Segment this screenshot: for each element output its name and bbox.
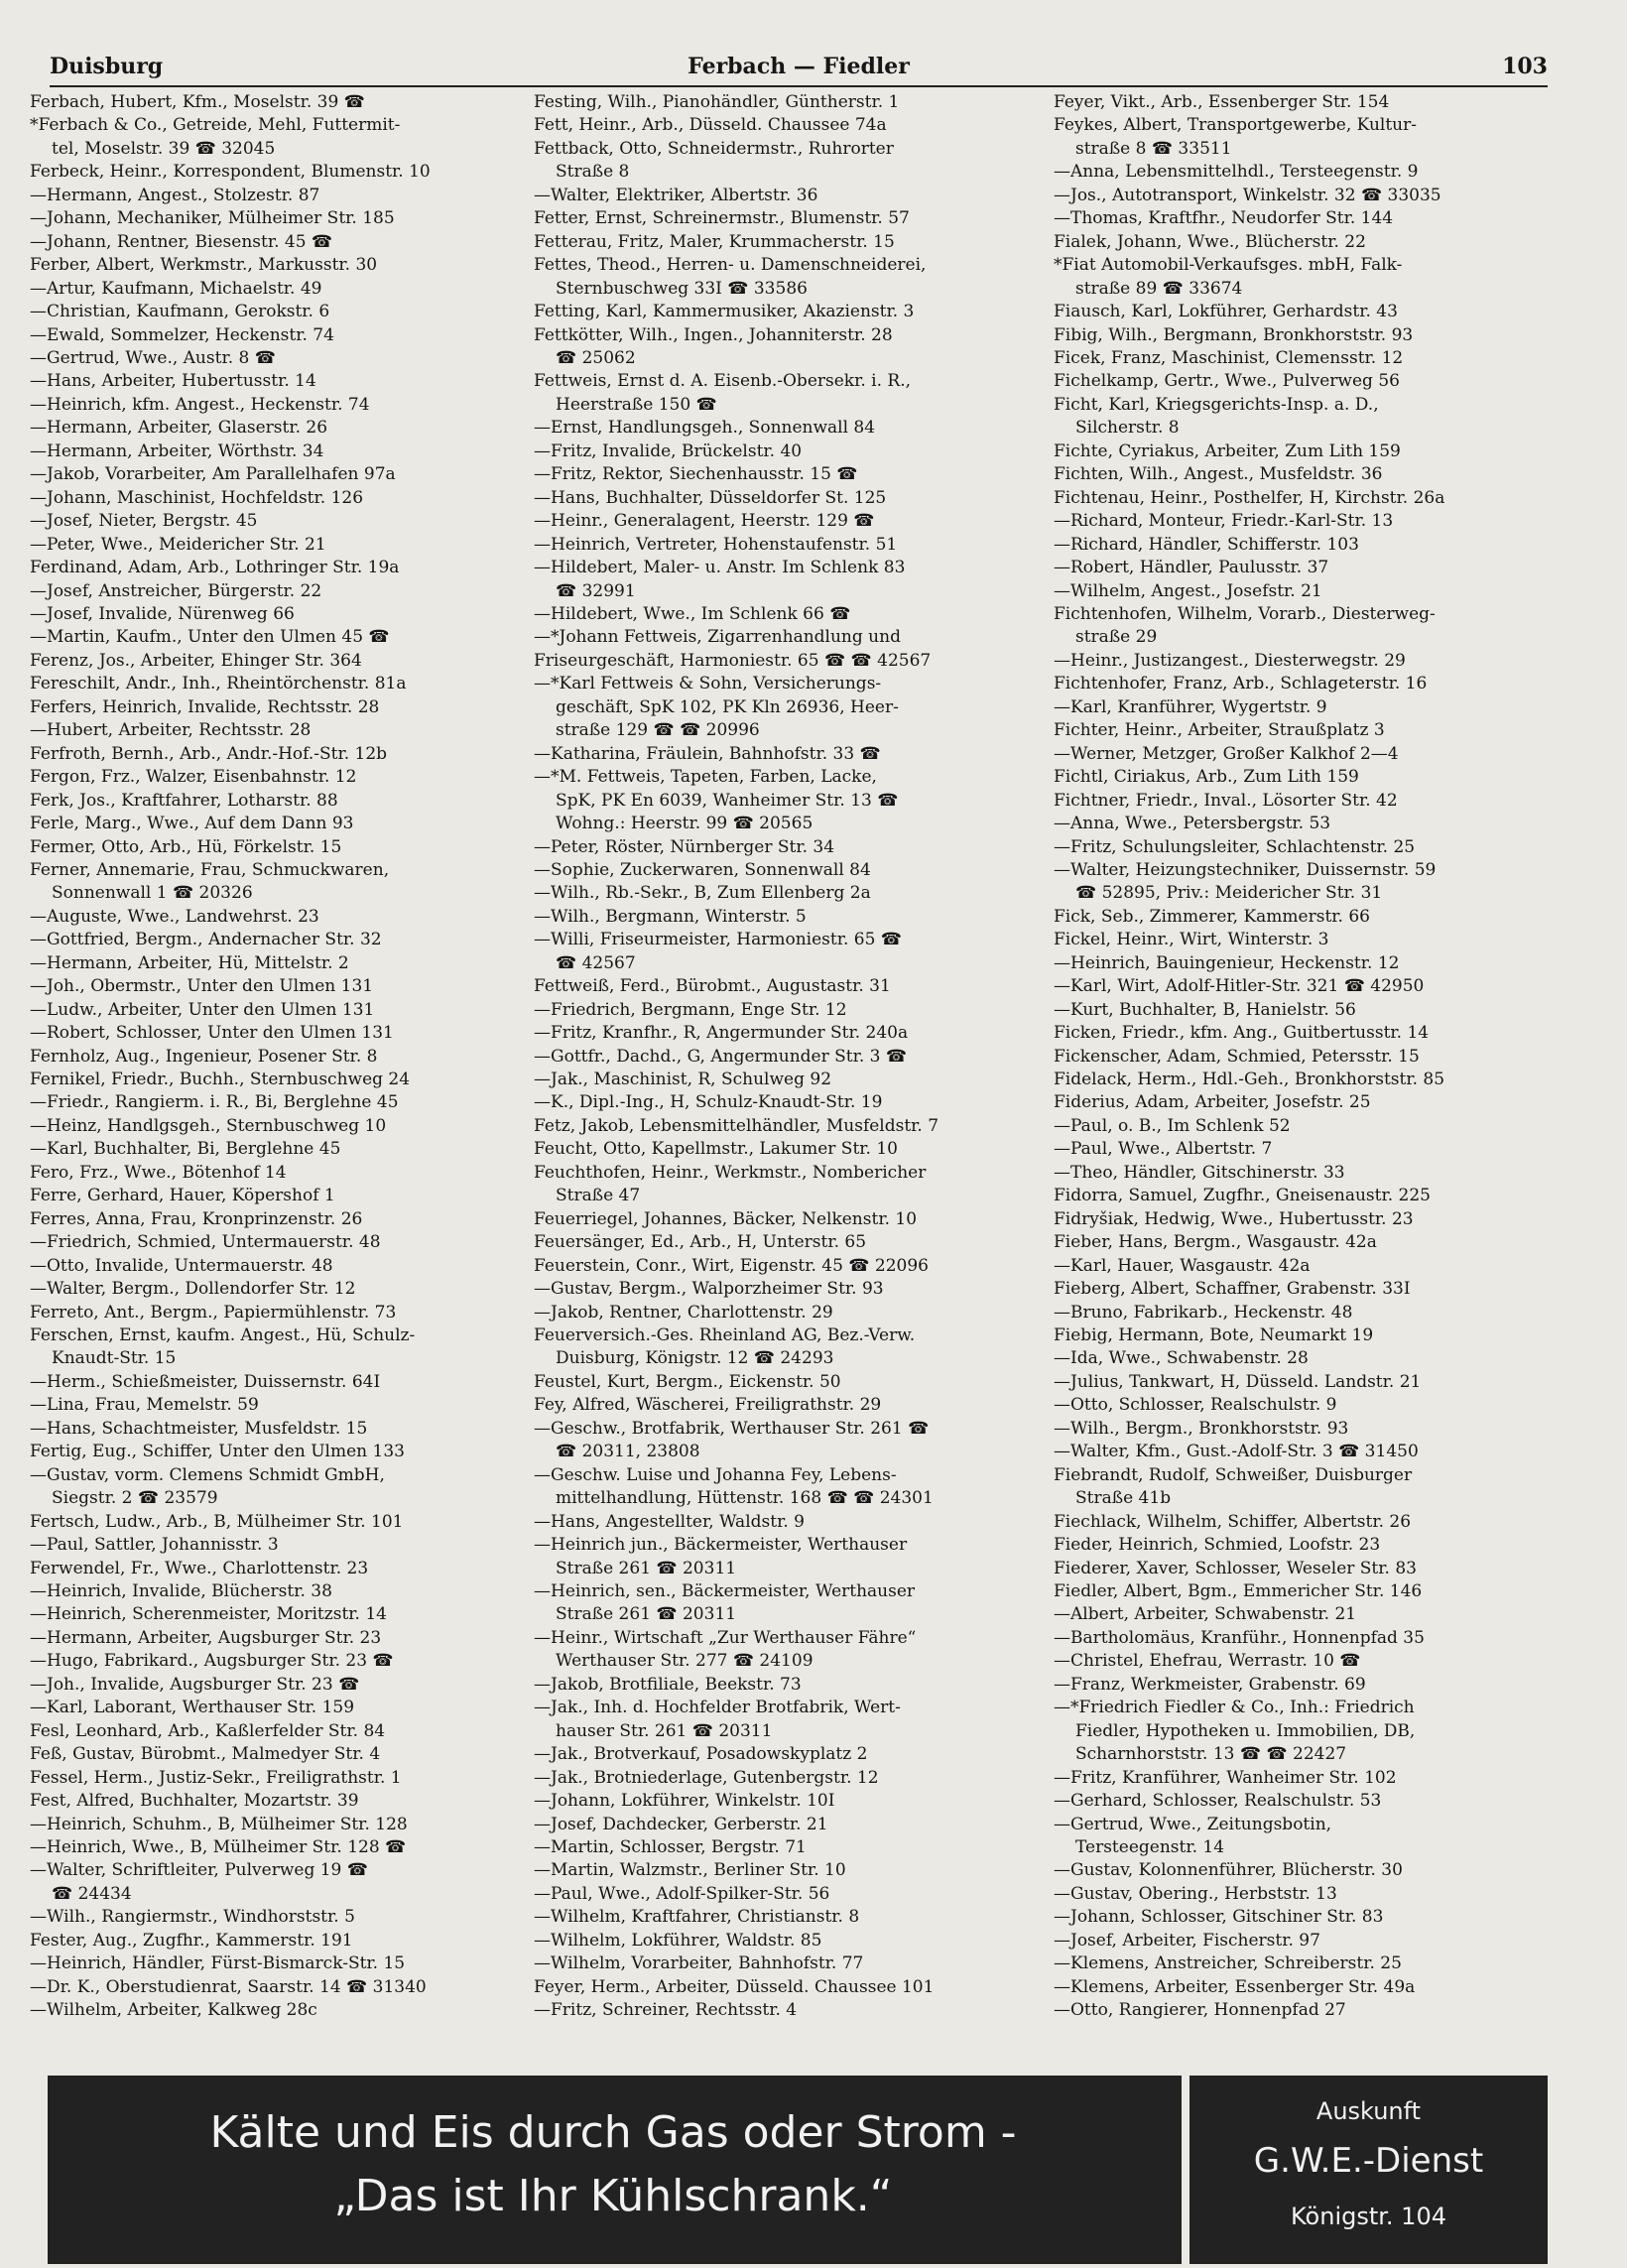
directory-entry-line: Fereschilt, Andr., Inh., Rheintörchenstr. 81a [30, 674, 407, 694]
directory-entry-line: —Martin, Kaufm., Unter den Ulmen 45 ☎ [30, 627, 390, 648]
directory-entry-line: —Paul, Sattler, Johannisstr. 3 [30, 1535, 279, 1556]
directory-entry-line: Fiausch, Karl, Lokführer, Gerhardstr. 43 [1054, 302, 1398, 322]
directory-entry-line: Ferner, Annemarie, Frau, Schmuckwaren, [30, 859, 390, 880]
directory-entry-line: —Heinrich, Schuhm., B, Mülheimer Str. 128 [30, 1814, 408, 1834]
directory-entry-line: Fiedler, Hypotheken u. Immobilien, DB, [1075, 1720, 1416, 1741]
directory-entry-line: —Otto, Schlosser, Realschulstr. 9 [1054, 1395, 1337, 1416]
directory-entry-line: —Jak., Maschinist, R, Schulweg 92 [534, 1070, 832, 1090]
directory-entry-line: Ferk, Jos., Kraftfahrer, Lotharstr. 88 [30, 790, 338, 811]
directory-entry-line: —Karl, Hauer, Wasgaustr. 42a [1054, 1255, 1311, 1276]
directory-entry-line: straße 8 ☎ 33511 [1075, 138, 1232, 159]
directory-entry-line: Fester, Aug., Zugfhr., Kammerstr. 191 [30, 1930, 353, 1951]
directory-entry-line: —Karl, Wirt, Adolf-Hitler-Str. 321 ☎ 42950 [1054, 976, 1425, 997]
directory-entry-line: Ferreto, Ant., Bergm., Papiermühlenstr. 73 [30, 1302, 397, 1323]
directory-entry-line: —Hans, Buchhalter, Düsseldorfer St. 125 [534, 487, 887, 508]
directory-entry-line: —Gerhard, Schlosser, Realschulstr. 53 [1054, 1791, 1382, 1812]
advertisement-banner [48, 2076, 1548, 2264]
directory-entry-line: Feuerversich.-Ges. Rheinland AG, Bez.-Verw. [534, 1325, 916, 1346]
directory-entry-line: —Anna, Lebensmittelhdl., Tersteegenstr. 9 [1054, 162, 1419, 183]
directory-entry-line: —Johann, Maschinist, Hochfeldstr. 126 [30, 487, 364, 508]
directory-entry-line: Feuchthofen, Heinr., Werkmstr., Nombericher [534, 1162, 927, 1183]
ad-slogan-line-1: Kälte und Eis durch Gas oder Strom - [209, 2107, 1017, 2158]
directory-entry-line: Fibig, Wilh., Bergmann, Bronkhorststr. 93 [1054, 324, 1414, 345]
directory-entry-line: —Hubert, Arbeiter, Rechtsstr. 28 [30, 720, 312, 741]
directory-entry-line: —Hildebert, Maler- u. Anstr. Im Schlenk 83 [534, 558, 906, 578]
directory-entry-line: Friseurgeschäft, Harmoniestr. 65 ☎ ☎ 42567 [534, 650, 932, 671]
directory-entry-line: Fiebrandt, Rudolf, Schweißer, Duisburger [1054, 1464, 1413, 1485]
directory-entry-line: straße 29 [1075, 627, 1158, 648]
directory-entry-line: —Ernst, Handlungsgeh., Sonnenwall 84 [534, 418, 876, 439]
directory-entry-line: —Ida, Wwe., Schwabenstr. 28 [1054, 1348, 1309, 1369]
directory-entry-line: Fieber, Hans, Bergm., Wasgaustr. 42a [1054, 1232, 1377, 1253]
directory-entry-line: Fichtner, Friedr., Inval., Lösorter Str. 42 [1054, 790, 1398, 811]
directory-entry-line: —Herm., Schießmeister, Duissernstr. 64I [30, 1371, 381, 1392]
directory-entry-line: —Lina, Frau, Memelstr. 59 [30, 1395, 259, 1416]
directory-entry-line: ☎ 24434 [52, 1883, 132, 1904]
directory-entry-line: —Fritz, Schreiner, Rechtsstr. 4 [534, 2000, 798, 2021]
directory-entry-line: —Walter, Elektriker, Albertstr. 36 [534, 185, 818, 205]
directory-entry-line: —Christian, Kaufmann, Gerokstr. 6 [30, 302, 330, 322]
directory-entry-line: —Walter, Schriftleiter, Pulverweg 19 ☎ [30, 1860, 368, 1881]
directory-entry-line: Fettback, Otto, Schneidermstr., Ruhrorter [534, 138, 894, 159]
directory-entry-line: Ferre, Gerhard, Hauer, Köpershof 1 [30, 1186, 335, 1206]
directory-entry-line: Fernikel, Friedr., Buchh., Sternbuschweg 24 [30, 1070, 411, 1090]
directory-entry-line: Ferwendel, Fr., Wwe., Charlottenstr. 23 [30, 1558, 369, 1578]
directory-entry-line: Straße 41b [1075, 1488, 1172, 1509]
directory-entry-line: —Geschw., Brotfabrik, Werthauser Str. 261 ☎ [534, 1418, 930, 1439]
directory-entry-line: —Jakob, Vorarbeiter, Am Parallelhafen 97a [30, 464, 396, 485]
directory-entry-line: —Wilh., Rangiermstr., Windhorststr. 5 [30, 1907, 355, 1928]
directory-entry-line: Fialek, Johann, Wwe., Blücherstr. 22 [1054, 231, 1366, 252]
directory-entry-line: —Gottfr., Dachd., G, Angermunder Str. 3 ☎ [534, 1046, 908, 1067]
directory-entry-line: —Walter, Kfm., Gust.-Adolf-Str. 3 ☎ 31450 [1054, 1442, 1419, 1462]
directory-entry-line: Ferdinand, Adam, Arb., Lothringer Str. 19a [30, 558, 400, 578]
directory-entry-line: —Hermann, Arbeiter, Hü, Mittelstr. 2 [30, 952, 349, 973]
directory-entry-line: —Ludw., Arbeiter, Unter den Ulmen 131 [30, 999, 375, 1020]
directory-entry-line: —Geschw. Luise und Johanna Fey, Lebens- [534, 1464, 897, 1485]
directory-entry-line: —Karl, Buchhalter, Bi, Berglehne 45 [30, 1139, 341, 1160]
directory-entry-line: Feucht, Otto, Kapellmstr., Lakumer Str. 10 [534, 1139, 898, 1160]
directory-entry-line: *Ferbach & Co., Getreide, Mehl, Futtermit- [30, 115, 401, 136]
directory-entry-line: —Fritz, Kranfhr., R, Angermunder Str. 240a [534, 1023, 909, 1044]
directory-entry-line: Ficken, Friedr., kfm. Ang., Guitbertusstr. 14 [1054, 1023, 1430, 1044]
directory-entry-line: —Hans, Angestellter, Waldstr. 9 [534, 1511, 805, 1532]
directory-entry-line: Fichtl, Ciriakus, Arb., Zum Lith 159 [1054, 767, 1359, 788]
directory-entry-line: —Friedrich, Schmied, Untermauerstr. 48 [30, 1232, 381, 1253]
directory-entry-line: Fickenscher, Adam, Schmied, Petersstr. 15 [1054, 1046, 1420, 1067]
directory-entry-line: ☎ 32991 [556, 580, 636, 601]
directory-entry-line: Fichtenhofer, Franz, Arb., Schlageterstr. 16 [1054, 674, 1428, 694]
directory-entry-line: —Josef, Invalide, Nürenweg 66 [30, 603, 295, 624]
directory-entry-line: —Heinrich, Invalide, Blücherstr. 38 [30, 1581, 332, 1601]
directory-entry-line: —Otto, Rangierer, Honnenpfad 27 [1054, 2000, 1346, 2021]
directory-entry-line: —Martin, Walzmstr., Berliner Str. 10 [534, 1860, 846, 1881]
page-header [50, 52, 1548, 87]
directory-entry-line: Tersteegenstr. 14 [1075, 1836, 1225, 1857]
directory-entry-line: Ferber, Albert, Werkmstr., Markusstr. 30 [30, 255, 378, 276]
directory-entry-line: —Johann, Lokführer, Winkelstr. 10I [534, 1791, 835, 1812]
directory-entry-line: —Gustav, Obering., Herbststr. 13 [1054, 1883, 1337, 1904]
directory-entry-line: —Johann, Rentner, Biesenstr. 45 ☎ [30, 231, 333, 252]
ad-contact-service: G.W.E.-Dienst [1253, 2141, 1484, 2181]
ad-slogan-line-2: „Das ist Ihr Kühlschrank.“ [333, 2171, 893, 2221]
directory-entry-line: Feyer, Herm., Arbeiter, Düsseld. Chaussee 101 [534, 1976, 935, 1997]
directory-entry-line: —Joh., Obermstr., Unter den Ulmen 131 [30, 976, 374, 997]
directory-entry-line: ☎ 20311, 23808 [556, 1442, 700, 1462]
directory-entry-line: —Franz, Werkmeister, Grabenstr. 69 [1054, 1674, 1366, 1695]
directory-entry-line: Fernholz, Aug., Ingenieur, Posener Str. 8 [30, 1046, 378, 1067]
directory-entry-line: —Christel, Ehefrau, Werrastr. 10 ☎ [1054, 1651, 1361, 1672]
directory-entry-line: —Joh., Invalide, Augsburger Str. 23 ☎ [30, 1674, 360, 1695]
directory-entry-line: Fichter, Heinr., Arbeiter, Straußplatz 3 [1054, 720, 1385, 741]
directory-entry-line: —*Johann Fettweis, Zigarrenhandlung und [534, 627, 901, 648]
directory-entry-line: —*Karl Fettweis & Sohn, Versicherungs- [534, 674, 882, 694]
directory-entry-line: Fiderius, Adam, Arbeiter, Josefstr. 25 [1054, 1092, 1371, 1113]
directory-entry-line: tel, Moselstr. 39 ☎ 32045 [52, 138, 276, 159]
directory-entry-line: Feykes, Albert, Transportgewerbe, Kultur- [1054, 115, 1417, 136]
directory-entry-line: —Josef, Anstreicher, Bürgerstr. 22 [30, 580, 322, 601]
directory-entry-line: —*M. Fettweis, Tapeten, Farben, Lacke, [534, 767, 877, 788]
directory-entry-line: —Fritz, Rektor, Siechenhausstr. 15 ☎ [534, 464, 858, 485]
directory-entry-line: Fiedler, Albert, Bgm., Emmericher Str. 146 [1054, 1581, 1423, 1601]
directory-entry-line: ☎ 42567 [556, 952, 636, 973]
directory-entry-line: —Jos., Autotransport, Winkelstr. 32 ☎ 33035 [1054, 185, 1441, 205]
directory-entry-line: Ficht, Karl, Kriegsgerichts-Insp. a. D., [1054, 394, 1379, 415]
directory-entry-line: —Anna, Wwe., Petersbergstr. 53 [1054, 814, 1331, 834]
directory-entry-line: —Peter, Röster, Nürnberger Str. 34 [534, 836, 835, 857]
directory-entry-line: Ferres, Anna, Frau, Kronprinzenstr. 26 [30, 1208, 363, 1229]
directory-entry-line: —Klemens, Arbeiter, Essenberger Str. 49a [1054, 1976, 1416, 1997]
directory-entry-line: Fidryšiak, Hedwig, Wwe., Hubertusstr. 23 [1054, 1208, 1414, 1229]
directory-entry-line: —Jak., Brotverkauf, Posadowskyplatz 2 [534, 1744, 868, 1765]
directory-entry-line: —Heinr., Generalagent, Heerstr. 129 ☎ [534, 511, 875, 532]
directory-entry-line: Fichtenhofen, Wilhelm, Vorarb., Diesterweg- [1054, 603, 1436, 624]
directory-entry-line: —Klemens, Anstreicher, Schreiberstr. 25 [1054, 1953, 1402, 1974]
directory-entry-line: Fichte, Cyriakus, Arbeiter, Zum Lith 159 [1054, 441, 1401, 461]
directory-entry-line: —Werner, Metzger, Großer Kalkhof 2—4 [1054, 743, 1399, 764]
directory-entry-line: Ferbeck, Heinr., Korrespondent, Blumenstr. 10 [30, 162, 431, 183]
directory-entry-line: Fettes, Theod., Herren- u. Damenschneiderei, [534, 255, 927, 276]
directory-entry-line: Fesl, Leonhard, Arb., Kaßlerfelder Str. 84 [30, 1720, 386, 1741]
directory-entry-line: —Jakob, Rentner, Charlottenstr. 29 [534, 1302, 833, 1323]
directory-entry-line: —Richard, Händler, Schifferstr. 103 [1054, 534, 1359, 555]
directory-entry-line: Ferfroth, Bernh., Arb., Andr.-Hof.-Str. 12b [30, 743, 388, 764]
directory-entry-line: Fettkötter, Wilh., Ingen., Johanniterstr. 28 [534, 324, 893, 345]
directory-entry-line: —Heinrich, Wwe., B, Mülheimer Str. 128 ☎ [30, 1836, 407, 1857]
directory-entry-line: —Gustav, Kolonnenführer, Blücherstr. 30 [1054, 1860, 1403, 1881]
directory-entry-line: —Gottfried, Bergm., Andernacher Str. 32 [30, 930, 382, 950]
directory-entry-line: straße 89 ☎ 33674 [1075, 278, 1243, 299]
directory-entry-line: Fiechlack, Wilhelm, Schiffer, Albertstr. 26 [1054, 1511, 1412, 1532]
directory-entry-line: —Heinrich, sen., Bäckermeister, Werthauser [534, 1581, 916, 1601]
directory-entry-line: —Hugo, Fabrikard., Augsburger Str. 23 ☎ [30, 1651, 394, 1672]
directory-entry-line: —Johann, Mechaniker, Mülheimer Str. 185 [30, 208, 395, 229]
directory-entry-line: Fermer, Otto, Arb., Hü, Förkelstr. 15 [30, 836, 342, 857]
directory-entry-line: ☎ 25062 [556, 347, 636, 368]
directory-entry-line: —Jak., Inh. d. Hochfelder Brotfabrik, Wert- [534, 1698, 901, 1718]
directory-entry-line: —Walter, Heizungstechniker, Duissernstr. 59 [1054, 859, 1437, 880]
directory-entry-line: Fidorra, Samuel, Zugfhr., Gneisenaustr. 225 [1054, 1186, 1431, 1206]
directory-entry-line: —Gertrud, Wwe., Austr. 8 ☎ [30, 347, 276, 368]
directory-entry-line: Fero, Frz., Wwe., Bötenhof 14 [30, 1162, 287, 1183]
directory-entry-line: hauser Str. 261 ☎ 20311 [556, 1720, 773, 1741]
directory-entry-line: —Hermann, Arbeiter, Wörthstr. 34 [30, 441, 324, 461]
directory-column-1 [30, 91, 538, 2023]
directory-entry-line: —Peter, Wwe., Meidericher Str. 21 [30, 534, 326, 555]
directory-entry-line: Feuerstein, Conr., Wirt, Eigenstr. 45 ☎ 22096 [534, 1255, 929, 1276]
directory-entry-line: Fetterau, Fritz, Maler, Krummacherstr. 15 [534, 231, 895, 252]
directory-entry-line: —Jak., Brotniederlage, Gutenbergstr. 12 [534, 1767, 879, 1788]
directory-entry-line: SpK, PK En 6039, Wanheimer Str. 13 ☎ [556, 790, 899, 811]
directory-entry-line: Fichelkamp, Gertr., Wwe., Pulverweg 56 [1054, 371, 1400, 392]
directory-entry-line: —Fritz, Schulungsleiter, Schlachtenstr. 25 [1054, 836, 1416, 857]
directory-entry-line: Fichtenau, Heinr., Posthelfer, H, Kirchstr. 26a [1054, 487, 1445, 508]
directory-entry-line: Fieder, Heinrich, Schmied, Loofstr. 23 [1054, 1535, 1381, 1556]
directory-entry-line: —Paul, o. B., Im Schlenk 52 [1054, 1115, 1291, 1136]
directory-entry-line: Duisburg, Königstr. 12 ☎ 24293 [556, 1348, 834, 1369]
directory-entry-line: —Heinrich, Bauingenieur, Heckenstr. 12 [1054, 952, 1400, 973]
directory-entry-line: Straße 261 ☎ 20311 [556, 1604, 737, 1625]
directory-entry-line: Fettweis, Ernst d. A. Eisenb.-Obersekr. i. R., [534, 371, 912, 392]
directory-entry-line: —Gustav, vorm. Clemens Schmidt GmbH, [30, 1464, 385, 1485]
directory-entry-line: —Heinr., Justizangest., Diesterwegstr. 29 [1054, 650, 1406, 671]
directory-entry-line: Fertsch, Ludw., Arb., B, Mülheimer Str. 101 [30, 1511, 404, 1532]
directory-entry-line: —Kurt, Buchhalter, B, Hanielstr. 56 [1054, 999, 1356, 1020]
directory-entry-line: Knaudt-Str. 15 [52, 1348, 177, 1369]
directory-entry-line: Fieberg, Albert, Schaffner, Grabenstr. 33I [1054, 1279, 1411, 1300]
directory-entry-line: —Josef, Nieter, Bergstr. 45 [30, 511, 258, 532]
directory-entry-line: Straße 8 [556, 162, 630, 183]
directory-entry-line: Ferfers, Heinrich, Invalide, Rechtsstr. 28 [30, 696, 380, 717]
directory-entry-line: —Heinrich jun., Bäckermeister, Werthauser [534, 1535, 908, 1556]
directory-entry-line: —Wilh., Bergmann, Winterstr. 5 [534, 906, 807, 927]
directory-entry-line: geschäft, SpK 102, PK Kln 26936, Heer- [556, 696, 899, 717]
directory-entry-line: —Heinrich, Vertreter, Hohenstaufenstr. 51 [534, 534, 898, 555]
directory-entry-line: Feustel, Kurt, Bergm., Eickenstr. 50 [534, 1371, 841, 1392]
directory-entry-line: —Dr. K., Oberstudienrat, Saarstr. 14 ☎ 31340 [30, 1976, 427, 1997]
directory-entry-line: —Hans, Schachtmeister, Musfeldstr. 15 [30, 1418, 368, 1439]
directory-entry-line: —Bartholomäus, Kranführ., Honnenpfad 35 [1054, 1627, 1425, 1648]
directory-entry-line: Wohng.: Heerstr. 99 ☎ 20565 [556, 814, 814, 834]
directory-entry-line: Sonnenwall 1 ☎ 20326 [52, 883, 253, 904]
directory-entry-line: Siegstr. 2 ☎ 23579 [52, 1488, 218, 1509]
directory-entry-line: Ferschen, Ernst, kaufm. Angest., Hü, Schulz- [30, 1325, 416, 1346]
directory-entry-line: —Otto, Invalide, Untermauerstr. 48 [30, 1255, 333, 1276]
directory-entry-line: —Walter, Bergm., Dollendorfer Str. 12 [30, 1279, 356, 1300]
directory-entry-line: ☎ 52895, Priv.: Meidericher Str. 31 [1075, 883, 1383, 904]
directory-entry-line: —Fritz, Kranführer, Wanheimer Str. 102 [1054, 1767, 1397, 1788]
directory-entry-line: —Karl, Kranführer, Wygertstr. 9 [1054, 696, 1327, 717]
directory-entry-line: Fetter, Ernst, Schreinermstr., Blumenstr. 57 [534, 208, 910, 229]
directory-entry-line: —Hermann, Arbeiter, Glaserstr. 26 [30, 418, 328, 439]
directory-entry-line: Ferle, Marg., Wwe., Auf dem Dann 93 [30, 814, 354, 834]
directory-entry-line: —*Friedrich Fiedler & Co., Inh.: Friedrich [1054, 1698, 1415, 1718]
directory-entry-line: —Robert, Schlosser, Unter den Ulmen 131 [30, 1023, 394, 1044]
directory-entry-line: —Paul, Wwe., Albertstr. 7 [1054, 1139, 1273, 1160]
directory-entry-line: Feß, Gustav, Bürobmt., Malmedyer Str. 4 [30, 1744, 381, 1765]
directory-entry-line: Feuerriegel, Johannes, Bäcker, Nelkenstr. 10 [534, 1208, 918, 1229]
directory-entry-line: —Friedrich, Bergmann, Enge Str. 12 [534, 999, 847, 1020]
directory-entry-line: Sternbuschweg 33I ☎ 33586 [556, 278, 808, 299]
directory-entry-line: —Thomas, Kraftfhr., Neudorfer Str. 144 [1054, 208, 1394, 229]
directory-entry-line: Feyer, Vikt., Arb., Essenberger Str. 154 [1054, 92, 1390, 112]
directory-entry-line: —Wilhelm, Arbeiter, Kalkweg 28c [30, 2000, 317, 2021]
directory-entry-line: —Wilh., Bergm., Bronkhorststr. 93 [1054, 1418, 1349, 1439]
directory-entry-line: —Paul, Wwe., Adolf-Spilker-Str. 56 [534, 1883, 830, 1904]
directory-entry-line: —Heinrich, Händler, Fürst-Bismarck-Str. 15 [30, 1953, 406, 1974]
directory-entry-line: —Wilhelm, Kraftfahrer, Christianstr. 8 [534, 1907, 860, 1928]
directory-entry-line: mittelhandlung, Hüttenstr. 168 ☎ ☎ 24301 [556, 1488, 934, 1509]
directory-entry-line: —Heinrich, kfm. Angest., Heckenstr. 74 [30, 394, 370, 415]
directory-entry-line: —Friedr., Rangierm. i. R., Bi, Berglehne 45 [30, 1092, 399, 1113]
directory-entry-line: Fidelack, Herm., Hdl.-Geh., Bronkhorststr. 85 [1054, 1070, 1445, 1090]
directory-entry-line: —Fritz, Invalide, Brückelstr. 40 [534, 441, 803, 461]
directory-entry-line: —Gertrud, Wwe., Zeitungsbotin, [1054, 1814, 1332, 1834]
ad-contact-address: Königstr. 104 [1291, 2203, 1446, 2230]
directory-column-3 [1054, 91, 1562, 2023]
directory-entry-line: —Jakob, Brotfiliale, Beekstr. 73 [534, 1674, 802, 1695]
directory-entry-line: —Willi, Friseurmeister, Harmoniestr. 65 ☎ [534, 930, 902, 950]
directory-entry-line: —Josef, Dachdecker, Gerberstr. 21 [534, 1814, 828, 1834]
directory-entry-line: Silcherstr. 8 [1075, 418, 1180, 439]
directory-entry-line: —Josef, Arbeiter, Fischerstr. 97 [1054, 1930, 1320, 1951]
directory-entry-line: Werthauser Str. 277 ☎ 24109 [556, 1651, 814, 1672]
directory-entry-line: Fiebig, Hermann, Bote, Neumarkt 19 [1054, 1325, 1374, 1346]
directory-entry-line: Fiederer, Xaver, Schlosser, Weseler Str. 83 [1054, 1558, 1417, 1578]
directory-entry-line: —Albert, Arbeiter, Schwabenstr. 21 [1054, 1604, 1357, 1625]
directory-entry-line: —Wilhelm, Vorarbeiter, Bahnhofstr. 77 [534, 1953, 864, 1974]
directory-entry-line: —Wilhelm, Angest., Josefstr. 21 [1054, 580, 1322, 601]
directory-entry-line: —Julius, Tankwart, H, Düsseld. Landstr. 21 [1054, 1371, 1422, 1392]
directory-entry-line: Fett, Heinr., Arb., Düsseld. Chaussee 74a [534, 115, 887, 136]
directory-entry-line: Fettweiß, Ferd., Bürobmt., Augustastr. 31 [534, 976, 891, 997]
directory-entry-line: —Bruno, Fabrikarb., Heckenstr. 48 [1054, 1302, 1353, 1323]
directory-entry-line: Fichten, Wilh., Angest., Musfeldstr. 36 [1054, 464, 1383, 485]
directory-entry-line: —Heinr., Wirtschaft „Zur Werthauser Fähre“ [534, 1627, 917, 1648]
directory-entry-line: —Heinz, Handlgsgeh., Sternbuschweg 10 [30, 1115, 387, 1136]
ad-divider [1182, 2076, 1189, 2264]
directory-entry-line: —Katharina, Fräulein, Bahnhofstr. 33 ☎ [534, 743, 881, 764]
directory-entry-line: —Sophie, Zuckerwaren, Sonnenwall 84 [534, 859, 871, 880]
directory-entry-line: Ficek, Franz, Maschinist, Clemensstr. 12 [1054, 347, 1404, 368]
directory-entry-line: Straße 261 ☎ 20311 [556, 1558, 737, 1578]
directory-entry-line: Fest, Alfred, Buchhalter, Mozartstr. 39 [30, 1791, 359, 1812]
header-city: Duisburg [50, 54, 164, 79]
directory-entry-line: —K., Dipl.-Ing., H, Schulz-Knaudt-Str. 19 [534, 1092, 883, 1113]
directory-entry-line: —Hermann, Angest., Stolzestr. 87 [30, 185, 320, 205]
directory-entry-line: —Hans, Arbeiter, Hubertusstr. 14 [30, 371, 316, 392]
directory-entry-line: —Johann, Schlosser, Gitschiner Str. 83 [1054, 1907, 1384, 1928]
directory-entry-line: Festing, Wilh., Pianohändler, Güntherstr. 1 [534, 92, 900, 112]
page-number: 103 [1502, 54, 1548, 79]
directory-entry-line: Heerstraße 150 ☎ [556, 394, 717, 415]
directory-entry-line: Fetting, Karl, Kammermusiker, Akazienstr. 3 [534, 302, 915, 322]
ad-slogan [48, 2076, 1179, 2264]
directory-entry-line: Fickel, Heinr., Wirt, Winterstr. 3 [1054, 930, 1329, 950]
directory-entry-line: —Auguste, Wwe., Landwehrst. 23 [30, 906, 319, 927]
directory-entry-line: Scharnhorststr. 13 ☎ ☎ 22427 [1075, 1744, 1347, 1765]
ad-contact-label: Auskunft [1315, 2097, 1422, 2125]
directory-entry-line: —Hermann, Arbeiter, Augsburger Str. 23 [30, 1627, 382, 1648]
directory-entry-line: —Artur, Kaufmann, Michaelstr. 49 [30, 278, 322, 299]
directory-entry-line: Fetz, Jakob, Lebensmittelhändler, Musfeldstr. 7 [534, 1115, 939, 1136]
directory-entry-line: —Karl, Laborant, Werthauser Str. 159 [30, 1698, 355, 1718]
directory-entry-line: —Richard, Monteur, Friedr.-Karl-Str. 13 [1054, 511, 1394, 532]
directory-entry-line: Fessel, Herm., Justiz-Sekr., Freiligrathstr. 1 [30, 1767, 402, 1788]
directory-entry-line: Ferenz, Jos., Arbeiter, Ehinger Str. 364 [30, 650, 362, 671]
directory-entry-line: —Wilh., Rb.-Sekr., B, Zum Ellenberg 2a [534, 883, 871, 904]
directory-entry-line: straße 129 ☎ ☎ 20996 [556, 720, 760, 741]
directory-entry-line: Fergon, Frz., Walzer, Eisenbahnstr. 12 [30, 767, 357, 788]
directory-entry-line: Fey, Alfred, Wäscherei, Freiligrathstr. 29 [534, 1395, 882, 1416]
directory-entry-line: —Heinrich, Scherenmeister, Moritzstr. 14 [30, 1604, 387, 1625]
directory-entry-line: —Theo, Händler, Gitschinerstr. 33 [1054, 1162, 1345, 1183]
directory-entry-line: Ferbach, Hubert, Kfm., Moselstr. 39 ☎ [30, 92, 365, 112]
directory-entry-line: Feuersänger, Ed., Arb., H, Unterstr. 65 [534, 1232, 867, 1253]
directory-entry-line: Straße 47 [556, 1186, 641, 1206]
directory-entry-line: —Hildebert, Wwe., Im Schlenk 66 ☎ [534, 603, 851, 624]
directory-entry-line: *Fiat Automobil-Verkaufsges. mbH, Falk- [1054, 255, 1403, 276]
directory-entry-line: —Wilhelm, Lokführer, Waldstr. 85 [534, 1930, 822, 1951]
directory-entry-line: —Martin, Schlosser, Bergstr. 71 [534, 1836, 807, 1857]
directory-entry-line: —Gustav, Bergm., Walporzheimer Str. 93 [534, 1279, 884, 1300]
ad-contact [1189, 2076, 1548, 2264]
directory-column-2 [534, 91, 1042, 2023]
directory-entry-line: Fertig, Eug., Schiffer, Unter den Ulmen 133 [30, 1442, 405, 1462]
directory-entry-line: —Robert, Händler, Paulusstr. 37 [1054, 558, 1329, 578]
directory-entry-line: —Ewald, Sommelzer, Heckenstr. 74 [30, 324, 334, 345]
header-range: Ferbach — Fiedler [688, 54, 910, 79]
directory-entry-line: Fick, Seb., Zimmerer, Kammerstr. 66 [1054, 906, 1370, 927]
